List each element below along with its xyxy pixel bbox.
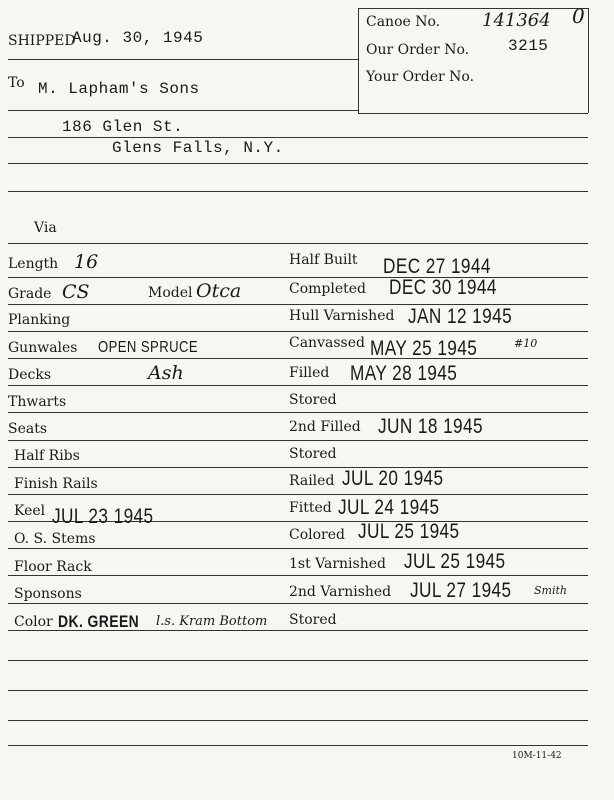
half-built-value: DEC 27 1944 — [383, 255, 491, 278]
length-value: 16 — [74, 251, 99, 273]
color-note: l.s. Kram Bottom — [156, 614, 268, 629]
row-line — [8, 660, 588, 661]
railed-label: Railed — [289, 473, 335, 489]
corner-mark: 0 — [572, 4, 585, 28]
your-order-label: Your Order No. — [366, 69, 475, 85]
half-ribs-label: Half Ribs — [14, 448, 80, 464]
model-value: Otca — [196, 280, 242, 302]
to-underline — [8, 110, 358, 111]
planking-label: Planking — [8, 312, 71, 328]
row-line — [8, 548, 588, 549]
hull-varnished-value: JAN 12 1945 — [408, 305, 513, 328]
keel-value: JUL 23 1945 — [52, 505, 154, 528]
row-line — [8, 690, 588, 691]
shipped-label: SHIPPED — [8, 33, 76, 49]
order-box-left-border — [358, 8, 359, 113]
row-line — [8, 440, 588, 441]
stored-1-label: Stored — [289, 392, 337, 408]
address-underline-2 — [8, 163, 588, 164]
row-line — [8, 603, 588, 604]
seats-label: Seats — [8, 421, 48, 437]
row-line — [8, 494, 588, 495]
keel-label: Keel — [14, 503, 46, 519]
second-varnished-value: JUL 27 1945 — [410, 579, 512, 602]
second-filled-value: JUN 18 1945 — [378, 415, 484, 438]
sponsons-label: Sponsons — [14, 586, 82, 602]
address-line2: Glens Falls, N.Y. — [112, 139, 284, 157]
second-varnished-note: Smith — [534, 584, 567, 597]
fitted-label: Fitted — [289, 500, 332, 516]
colored-value: JUL 25 1945 — [358, 520, 460, 543]
decks-value: Ash — [148, 362, 184, 384]
canvassed-value: MAY 25 1945 — [370, 337, 478, 360]
color-label: Color — [14, 614, 53, 630]
shipped-underline — [8, 59, 358, 60]
decks-label: Decks — [8, 367, 52, 383]
completed-value: DEC 30 1944 — [389, 276, 497, 299]
floor-rack-label: Floor Rack — [14, 559, 92, 575]
thwarts-label: Thwarts — [8, 394, 67, 410]
via-underline — [8, 243, 588, 244]
gunwales-label: Gunwales — [8, 340, 78, 356]
row-line — [8, 745, 588, 746]
finish-rails-label: Finish Rails — [14, 476, 98, 492]
gunwales-value: OPEN SPRUCE — [98, 339, 199, 356]
color-value: DK. GREEN — [58, 612, 140, 631]
half-built-label: Half Built — [289, 252, 358, 268]
filled-value: MAY 28 1945 — [350, 362, 458, 385]
completed-label: Completed — [289, 281, 367, 297]
model-label: Model — [148, 285, 193, 301]
stored-2-label: Stored — [289, 446, 337, 462]
address-underline-1 — [8, 137, 588, 138]
shipped-date: Aug. 30, 1945 — [72, 29, 204, 47]
our-order-label: Our Order No. — [366, 42, 470, 58]
grade-value: CS — [62, 281, 90, 303]
row-line — [8, 412, 588, 413]
via-label: Via — [34, 220, 57, 236]
form-code: 10M-11-42 — [512, 751, 562, 761]
canoe-no-label: Canoe No. — [366, 14, 441, 30]
canvassed-label: Canvassed — [289, 335, 365, 351]
row-line — [8, 358, 588, 359]
row-line — [8, 467, 588, 468]
recipient: M. Lapham's Sons — [38, 80, 200, 98]
colored-label: Colored — [289, 527, 345, 543]
fitted-value: JUL 24 1945 — [338, 496, 440, 519]
second-varnished-label: 2nd Varnished — [289, 584, 392, 600]
first-varnished-value: JUL 25 1945 — [404, 550, 506, 573]
canoe-no-value: 141364 — [482, 10, 551, 31]
stored-3-label: Stored — [289, 612, 337, 628]
first-varnished-label: 1st Varnished — [289, 556, 386, 572]
grade-label: Grade — [8, 286, 52, 302]
row-line — [8, 331, 588, 332]
address-line1: 186 Glen St. — [62, 118, 184, 136]
row-line — [8, 575, 588, 576]
length-label: Length — [8, 256, 59, 272]
order-box-top-border — [358, 8, 588, 9]
order-box-bottom-border — [358, 113, 588, 114]
hull-varnished-label: Hull Varnished — [289, 308, 395, 324]
second-filled-label: 2nd Filled — [289, 419, 361, 435]
canvassed-note: #10 — [514, 337, 538, 350]
to-label: To — [8, 75, 25, 91]
filled-label: Filled — [289, 365, 330, 381]
row-line — [8, 385, 588, 386]
address-underline-3 — [8, 191, 588, 192]
row-line — [8, 277, 588, 278]
railed-value: JUL 20 1945 — [342, 467, 444, 490]
row-line — [8, 720, 588, 721]
os-stems-label: O. S. Stems — [14, 531, 96, 547]
our-order-value: 3215 — [508, 37, 549, 55]
order-box-right-border — [588, 8, 589, 113]
